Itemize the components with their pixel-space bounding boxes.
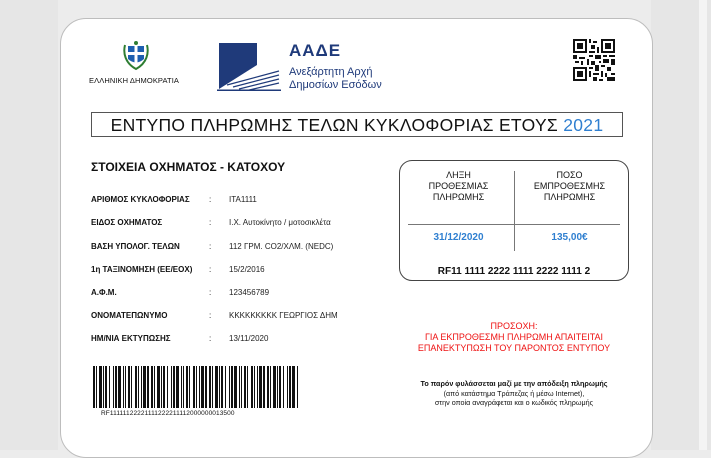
deadline-header xyxy=(406,170,511,203)
barcode-text: RF11111122221111222211112000000013500 xyxy=(101,410,235,417)
scrollbar[interactable] xyxy=(699,0,707,450)
first-registration-label: 1η ΤΑΞΙΝΟΜΗΣΗ (ΕΕ/ΕΟΧ) xyxy=(91,265,193,274)
warning-line-3: ΕΠΑΝΕΚΤΥΠΩΣΗ ΤΟΥ ΠΑΡΟΝΤΟΣ ΕΝΤΥΠΟΥ xyxy=(417,343,611,353)
fee-basis-value: 112 ΓΡΜ. CO2/ΧΛΜ. (NEDC) xyxy=(229,242,334,251)
agency-line-2: Δημοσίων Εσόδων xyxy=(289,79,382,91)
right-margin xyxy=(651,0,711,450)
warning-line-1: ΠΡΟΣΟΧΗ: xyxy=(490,321,538,331)
agency-line-1: Ανεξάρτητη Αρχή xyxy=(289,66,373,78)
agency-full-name xyxy=(289,66,382,92)
owner-name-value: ΚΚΚΚΚΚΚΚΚ ΓΕΩΡΓΙΟΣ ΔΗΜ xyxy=(229,311,338,320)
note-line-1: Το παρόν φυλάσσεται μαζί με την απόδειξη πληρωμής xyxy=(420,379,608,388)
amount-header xyxy=(517,170,622,203)
hellenic-republic-emblem-icon xyxy=(119,39,153,71)
fee-basis-label: ΒΑΣΗ ΥΠΟΛΟΓ. ΤΕΛΩΝ xyxy=(91,242,180,251)
plate-number-colon: : xyxy=(209,195,212,204)
deadline-value: 31/12/2020 xyxy=(433,232,484,243)
vehicle-type-colon: : xyxy=(209,218,212,227)
payment-form-document xyxy=(60,18,653,458)
payment-barcode xyxy=(93,366,298,408)
plate-number-label: ΑΡΙΘΜΟΣ ΚΥΚΛΟΦΟΡΙΑΣ xyxy=(91,195,190,204)
amount-header-line-2: ΕΜΠΡΟΘΕΣΜΗΣ xyxy=(533,181,606,191)
amount-header-line-3: ΠΛΗΡΩΜΗΣ xyxy=(543,192,596,202)
payment-rf-code: RF11 1111 2222 1111 2222 1111 2 xyxy=(437,266,591,277)
late-payment-warning xyxy=(399,321,629,354)
vehicle-type-label: ΕΙΔΟΣ ΟΧΗΜΑΤΟΣ xyxy=(91,218,163,227)
print-date-colon: : xyxy=(209,334,212,343)
aade-logo-icon xyxy=(217,41,281,91)
form-title-year: 2021 xyxy=(563,115,604,135)
print-date-label: ΗΜ/ΝΙΑ ΕΚΤΥΠΩΣΗΣ xyxy=(91,334,171,343)
note-line-2: (από κατάστημα Τράπεζας ή μέσω Internet), xyxy=(443,388,585,398)
deadline-header-line-2: ΠΡΟΘΕΣΜΙΑΣ xyxy=(428,181,489,191)
amount-header-line-1: ΠΟΣΟ xyxy=(556,170,583,180)
vehicle-owner-heading: ΣΤΟΙΧΕΙΑ ΟΧΗΜΑΤΟΣ - ΚΑΤΟΧΟΥ xyxy=(91,160,286,174)
first-registration-colon: : xyxy=(209,265,212,274)
payment-row-divider xyxy=(408,224,620,225)
gov-label: ΕΛΛΗΝΙΚΗ ΔΗΜΟΚΡΑΤΙΑ xyxy=(89,76,179,85)
owner-name-colon: : xyxy=(209,311,212,320)
tax-id-label: Α.Φ.Μ. xyxy=(91,288,117,297)
deadline-header-line-1: ΛΗΞΗ xyxy=(446,170,471,180)
first-registration-value: 15/2/2016 xyxy=(229,265,265,274)
agency-short-name: ΑΑΔΕ xyxy=(289,41,342,60)
note-line-3: στην οποία αναγράφεται και ο κωδικός πληρωμής xyxy=(434,398,594,407)
tax-id-value: 123456789 xyxy=(229,288,270,297)
owner-name-label: ΟΝΟΜΑΤΕΠΩΝΥΜΟ xyxy=(91,311,168,320)
amount-value: 135,00€ xyxy=(551,232,588,243)
warning-line-2: ΓΙΑ ΕΚΠΡΟΘΕΣΜΗ ΠΛΗΡΩΜΗ ΑΠΑΙΤΕΙΤΑΙ xyxy=(424,332,604,342)
deadline-header-line-3: ΠΛΗΡΩΜΗΣ xyxy=(432,192,485,202)
print-date-value: 13/11/2020 xyxy=(229,334,269,343)
fee-basis-colon: : xyxy=(209,242,212,251)
qr-code-icon xyxy=(573,39,615,81)
tax-id-colon: : xyxy=(209,288,212,297)
plate-number-value: ΙΤΑ1111 xyxy=(229,195,257,204)
payment-column-divider xyxy=(514,171,515,251)
left-margin xyxy=(0,0,58,450)
form-title-text: ΕΝΤΥΠΟ ΠΛΗΡΩΜΗΣ ΤΕΛΩΝ ΚΥΚΛΟΦΟΡΙΑΣ ΕΤΟΥΣ xyxy=(110,115,559,135)
keep-receipt-note xyxy=(399,379,629,408)
vehicle-type-value: Ι.Χ. Αυτοκίνητο / μοτοσικλέτα xyxy=(229,218,331,227)
form-title xyxy=(91,112,623,137)
